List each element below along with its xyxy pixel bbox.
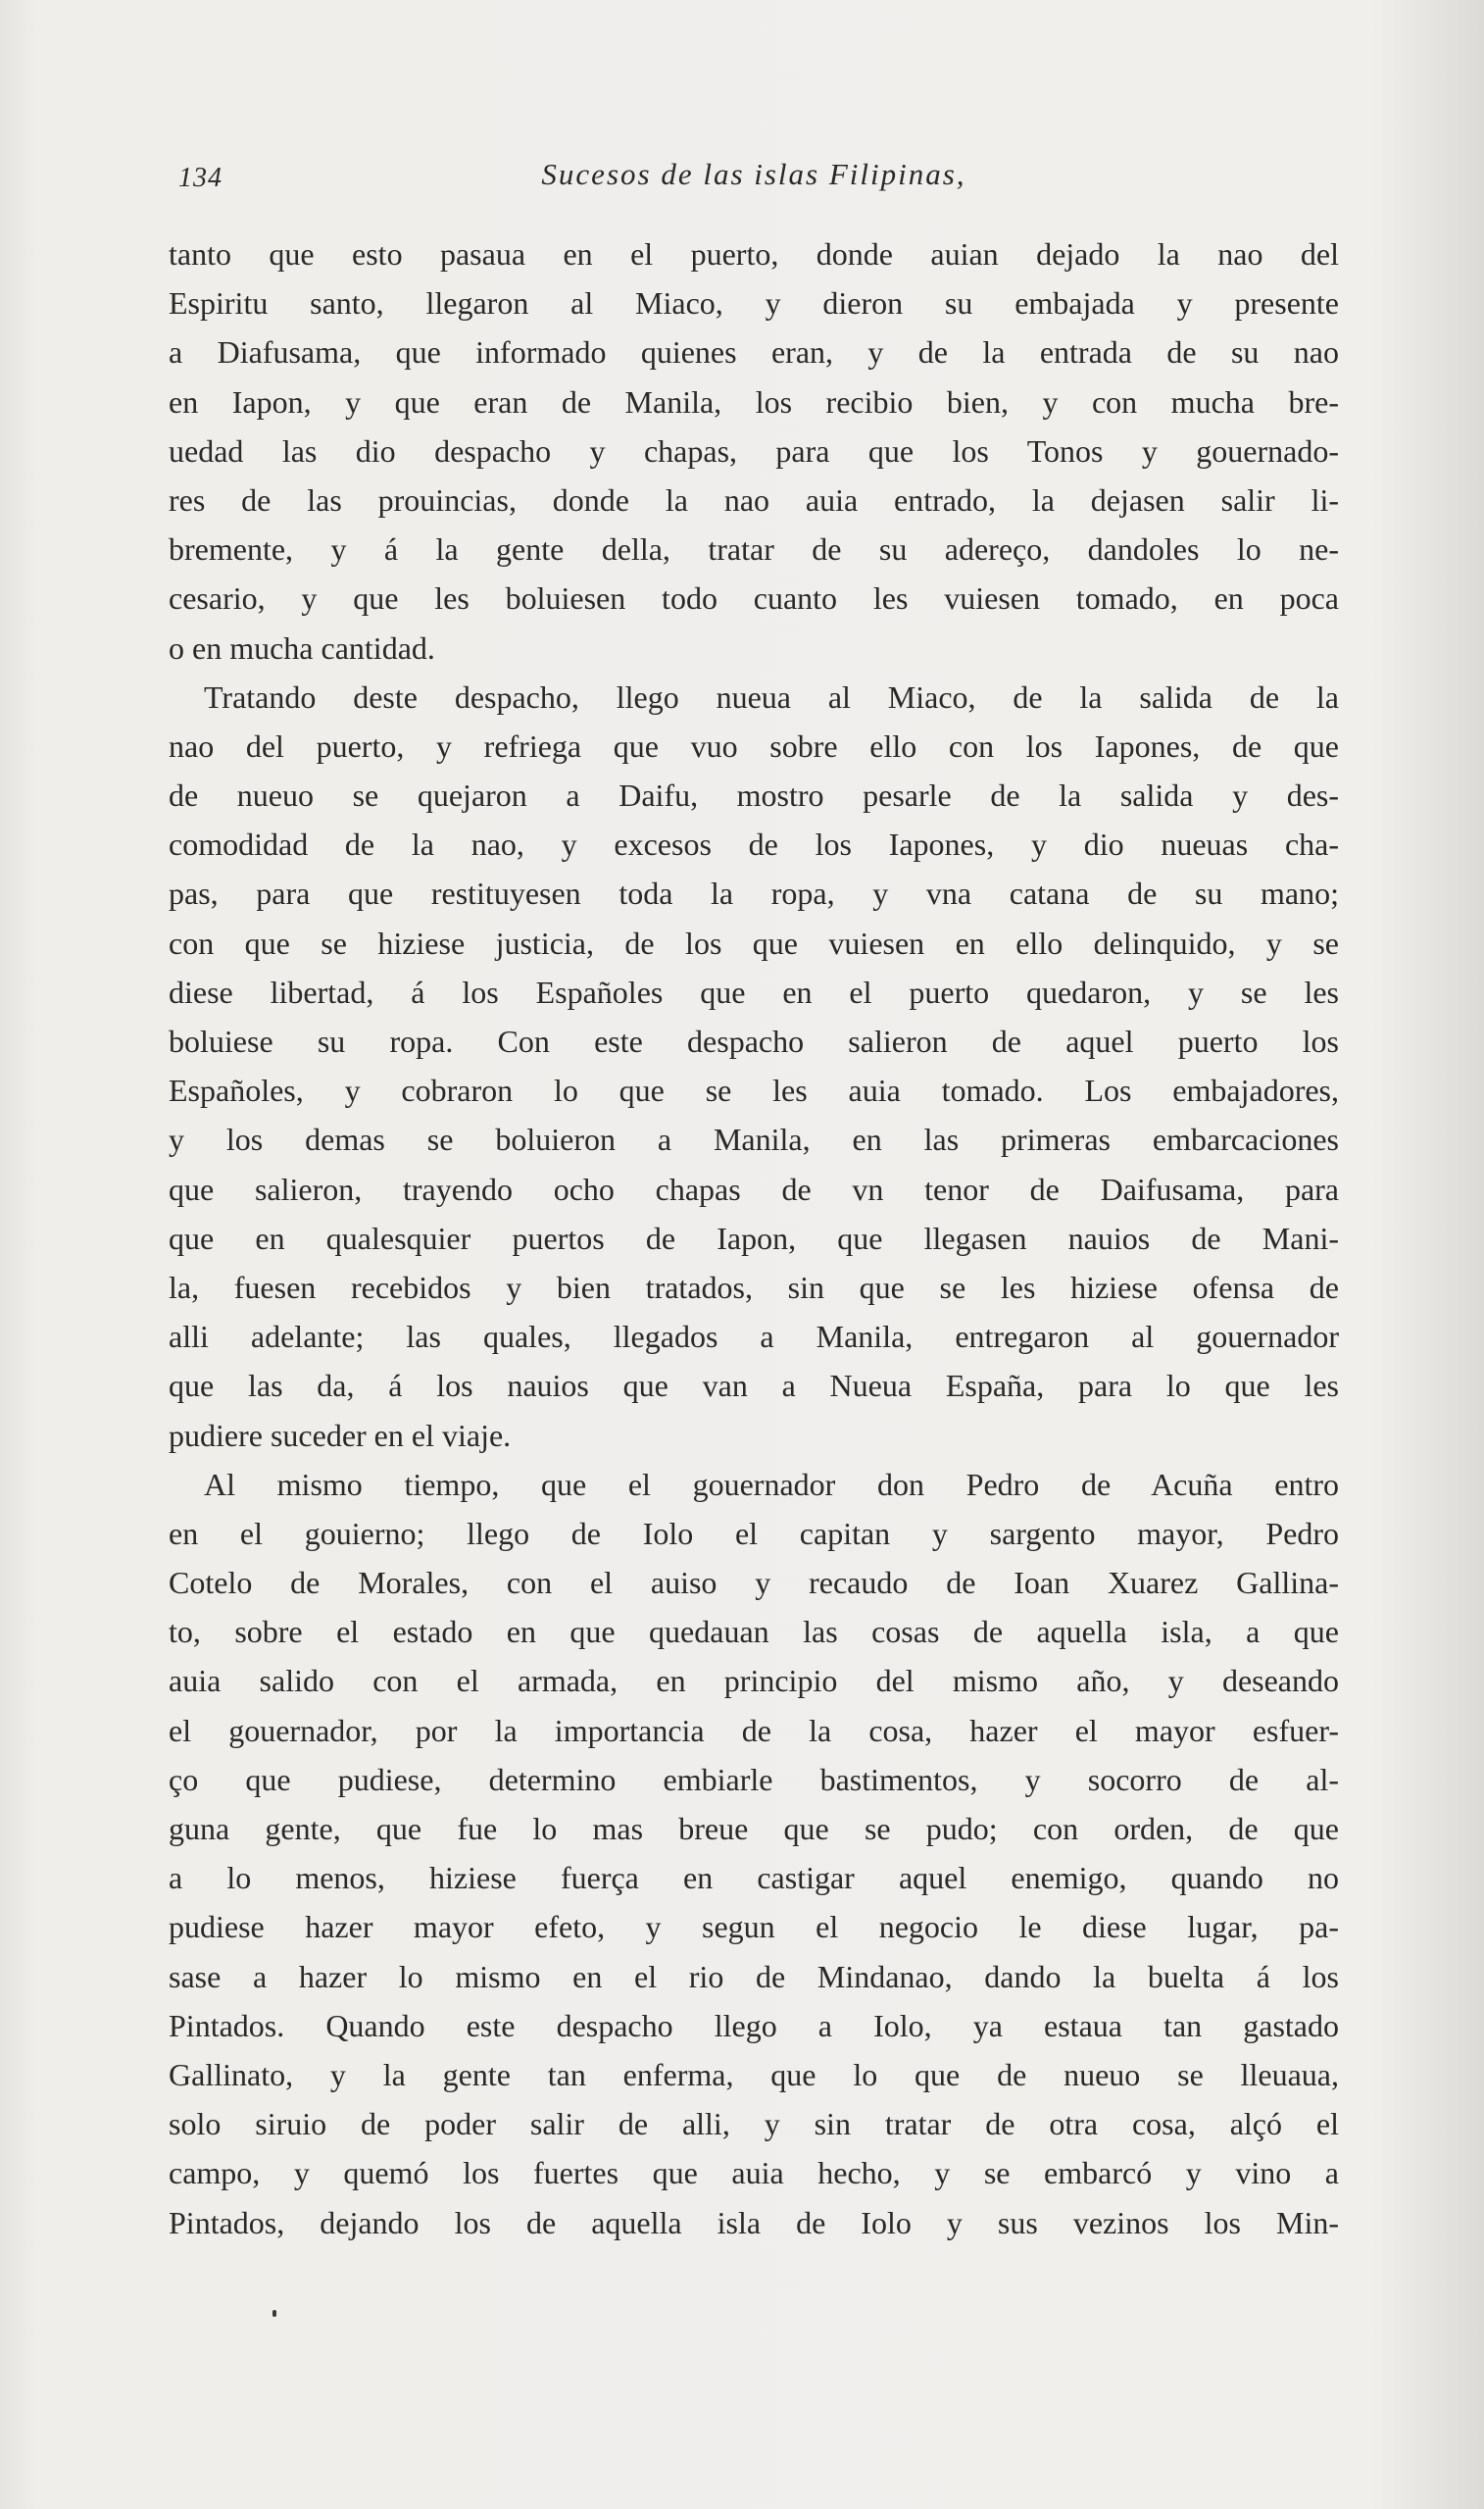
text-line: a lo menos, hiziese fuerça en castigar aquel enemigo, quando no (169, 1860, 1339, 1896)
paragraph-start-line: Tratando deste despacho, llego nueua al Miaco, de la salida de la (204, 678, 1339, 715)
text-line: a Diafusama, que informado quienes eran, y de la entrada de su nao (169, 334, 1339, 371)
text-line: boluiese su ropa. Con este despacho salieron de aquel puerto los (169, 1024, 1339, 1059)
running-title: Sucesos de las islas Filipinas, (541, 157, 966, 191)
text-line: Gallinato, y la gente tan enferma, que lo que de nueuo se lleuaua, (169, 2056, 1339, 2092)
text-line: Pintados. Quando este despacho llego a Iolo, ya estaua tan gastado (169, 2007, 1339, 2043)
text-line: to, sobre el estado en que quedauan las cosas de aquella isla, a que (169, 1614, 1339, 1650)
text-line: campo, y quemó los fuertes que auia hecho, y se embarcó y vino a (169, 2155, 1339, 2191)
ink-speck (272, 2310, 276, 2317)
text-line: el gouernador, por la importancia de la cosa, hazer el mayor esfuer- (169, 1712, 1339, 1748)
text-line: sase a hazer lo mismo en el rio de Mindanao, dando la buelta á los (169, 1958, 1339, 1994)
page-number: 134 (178, 163, 223, 193)
paragraph-end-line: pudiere suceder en el viaje. (169, 1417, 512, 1453)
text-line: auia salido con el armada, en principio del mismo año, y deseando (169, 1663, 1339, 1699)
page-header (169, 157, 1339, 206)
text-line: diese libertad, á los Españoles que en el puerto quedaron, y se les (169, 974, 1339, 1010)
text-line: en el gouierno; llego de Iolo el capitan y sargento mayor, Pedro (169, 1515, 1339, 1551)
text-line: que las da, á los nauios que van a Nueua España, para lo que les (169, 1368, 1339, 1404)
text-line: uedad las dio despacho y chapas, para que los Tonos y gouernado- (169, 432, 1339, 469)
text-line: nao del puerto, y refriega que vuo sobre ello con los Iapones, de que (169, 728, 1339, 764)
text-line: de nueuo se quejaron a Daifu, mostro pesarle de la salida y des- (169, 778, 1339, 814)
paragraph-start-line: Al mismo tiempo, que el gouernador don Pedro de Acuña entro (204, 1466, 1339, 1502)
text-line: Espiritu santo, llegaron al Miaco, y dieron su embajada y presente (169, 285, 1339, 322)
text-line: solo siruio de poder salir de alli, y sin tratar de otra cosa, alçó el (169, 2106, 1339, 2142)
text-line: Pintados, dejando los de aquella isla de Iolo y sus vezinos los Min- (169, 2204, 1339, 2240)
text-line: comodidad de la nao, y excesos de los Iapones, y dio nueuas cha- (169, 827, 1339, 863)
text-line: alli adelante; las quales, llegados a Manila, entregaron al gouernador (169, 1319, 1339, 1355)
text-line: guna gente, que fue lo mas breue que se pudo; con orden, de que (169, 1811, 1339, 1846)
text-line: cesario, y que les boluiesen todo cuanto les vuiesen tomado, en poca (169, 580, 1339, 617)
paragraph-end-line: o en mucha cantidad. (169, 629, 435, 666)
text-line: ço que pudiese, determino embiarle bastimentos, y socorro de al- (169, 1761, 1339, 1797)
text-line: Españoles, y cobraron lo que se les auia tomado. Los embajadores, (169, 1073, 1339, 1109)
text-line: pas, para que restituyesen toda la ropa, y vna catana de su mano; (169, 876, 1339, 912)
text-line: que salieron, trayendo ocho chapas de vn tenor de Daifusama, para (169, 1171, 1339, 1207)
text-line: pudiese hazer mayor efeto, y segun el negocio le diese lugar, pa- (169, 1909, 1339, 1945)
body-text (169, 229, 1339, 2247)
text-line: que en qualesquier puertos de Iapon, que llegasen nauios de Mani- (169, 1220, 1339, 1256)
text-line: y los demas se boluieron a Manila, en las primeras embarcaciones (169, 1122, 1339, 1158)
text-line: bremente, y á la gente della, tratar de su adereço, dandoles lo ne- (169, 531, 1339, 568)
text-line: en Iapon, y que eran de Manila, los recibio bien, y con mucha bre- (169, 383, 1339, 420)
text-line: con que se hiziese justicia, de los que vuiesen en ello delinquido, y se (169, 925, 1339, 961)
text-line: Cotelo de Morales, con el auiso y recaudo de Ioan Xuarez Gallina- (169, 1565, 1339, 1601)
text-line: res de las prouincias, donde la nao auia entrado, la dejasen salir li- (169, 481, 1339, 518)
text-line: la, fuesen recebidos y bien tratados, sin que se les hiziese ofensa de (169, 1269, 1339, 1305)
text-line: tanto que esto pasaua en el puerto, donde auian dejado la nao del (169, 236, 1339, 272)
